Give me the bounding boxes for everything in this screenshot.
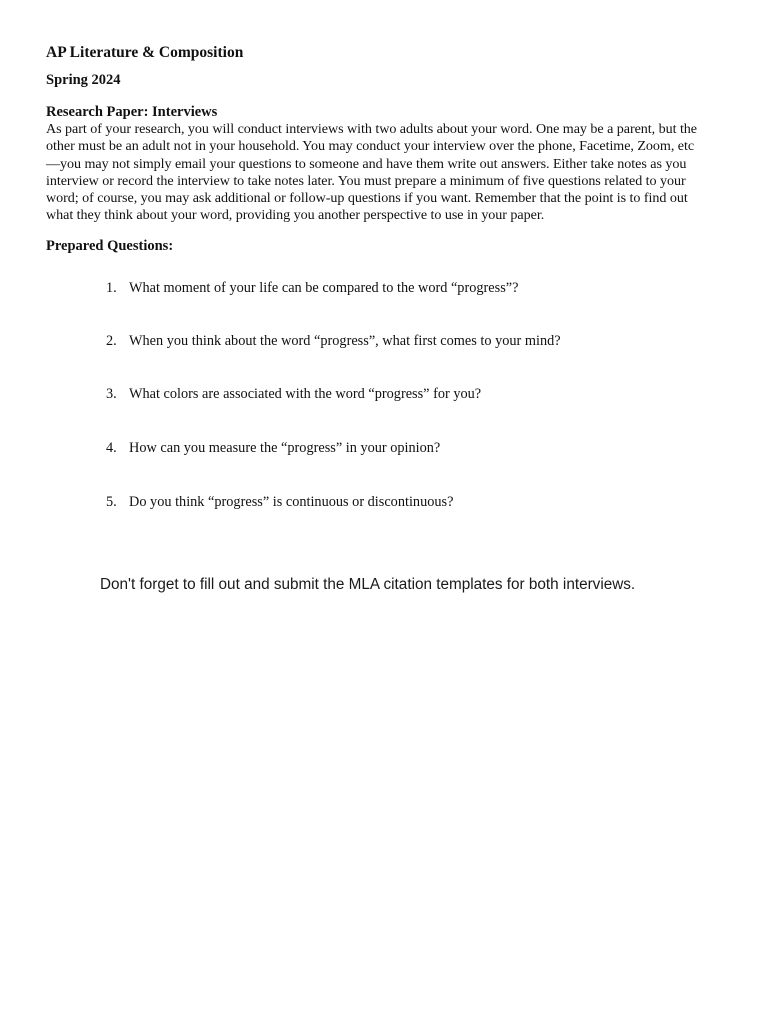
- question-number: 2.: [106, 332, 117, 349]
- question-text: What moment of your life can be compared to the word “progress”?: [129, 279, 519, 296]
- term-label: Spring 2024: [46, 72, 121, 88]
- course-title: AP Literature & Composition: [46, 44, 244, 61]
- question-text: How can you measure the “progress” in your opinion?: [129, 439, 441, 456]
- question-number: 4.: [106, 439, 117, 456]
- question-number: 5.: [106, 493, 117, 510]
- question-item: [106, 385, 481, 403]
- question-text: What colors are associated with the word “progress” for you?: [129, 385, 482, 402]
- question-text: When you think about the word “progress”, what first comes to your mind?: [129, 332, 561, 349]
- prepared-questions-heading: Prepared Questions:: [46, 237, 174, 254]
- question-number: 3.: [106, 385, 117, 402]
- question-item: [106, 332, 561, 350]
- question-item: [106, 279, 518, 297]
- citation-reminder: Don't forget to fill out and submit the MLA citation templates for both interviews.: [100, 576, 636, 593]
- question-item: [106, 439, 440, 457]
- question-item: [106, 493, 453, 511]
- assignment-heading: Research Paper: Interviews: [46, 104, 218, 120]
- assignment-instructions: As part of your research, you will conduct interviews with two adults about your word. One may be a parent, but the other must be an adult not in your household. You may conduct your interview over the phone, Facetime, Zoom, etc—you may not simply email your questions to someone and have them write out answers. Either take notes as you interview or record the interview to take notes later. You must prepare a minimum of five questions related to your word; of course, you may ask additional or follow-up questions if you want. Remember that the point is to find out what they think about your word, providing you another perspective to use in your paper.: [46, 121, 698, 224]
- question-text: Do you think “progress” is continuous or discontinuous?: [129, 493, 454, 510]
- question-number: 1.: [106, 279, 117, 296]
